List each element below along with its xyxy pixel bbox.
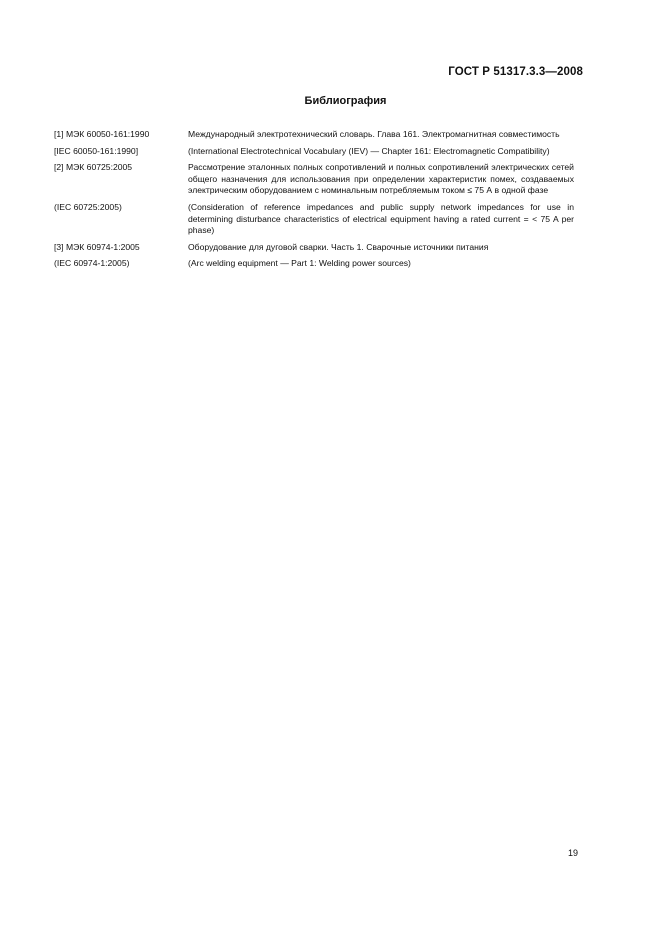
bibliography-reference: [1] МЭК 60050-161:1990	[54, 129, 150, 139]
bibliography-description: Рассмотрение эталонных полных сопротивлений и полных сопротивлений электрических сетей общего назначения для использования при определении характеристик помех, создаваемых электрическим оборудованием с номинальным потребляемым током ≤ 75 А в одной фазе	[188, 162, 574, 196]
standard-number-header: ГОСТ Р 51317.3.3—2008	[448, 66, 583, 78]
bibliography-list	[54, 129, 574, 270]
bibliography-description: (Consideration of reference impedances and public supply network impedances for use in determining disturbance characteristics of electrical equipment having a rated current = < 75 A per phase)	[188, 201, 574, 236]
bibliography-entry	[54, 146, 574, 158]
page-number: 19	[567, 848, 578, 858]
bibliography-description: Международный электротехнический словарь. Глава 161. Электромагнитная совместимость	[188, 129, 560, 139]
bibliography-reference: (IEC 60974-1:2005)	[54, 258, 130, 269]
bibliography-entry	[54, 202, 574, 237]
bibliography-entry	[54, 162, 574, 197]
bibliography-reference: (IEC 60725:2005)	[54, 201, 122, 212]
bibliography-description: Оборудование для дуговой сварки. Часть 1. Сварочные источники питания	[188, 241, 489, 252]
bibliography-reference: [3] МЭК 60974-1:2005	[54, 241, 140, 252]
bibliography-reference: [2] МЭК 60725:2005	[54, 162, 133, 173]
page-title: Библиография	[304, 95, 387, 107]
bibliography-reference: [IEC 60050-161:1990]	[54, 145, 139, 156]
bibliography-description: (International Electrotechnical Vocabulary (IEV) — Chapter 161: Electromagnetic Compatibility)	[188, 145, 550, 156]
bibliography-entry	[54, 129, 574, 141]
bibliography-entry	[54, 242, 574, 254]
bibliography-description: (Arc welding equipment — Part 1: Welding power sources)	[188, 258, 411, 269]
bibliography-entry	[54, 258, 574, 270]
